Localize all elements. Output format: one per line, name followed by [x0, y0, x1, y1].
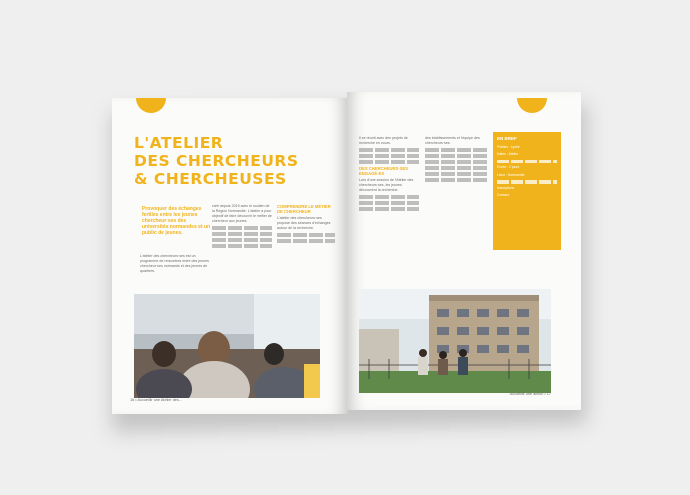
left-col3-heading: COMPRENDRE LE MÉTIER DE CHERCHEUR [277, 204, 331, 214]
right-col1-heading: DES CHERCHEURS·SES ENGAGÉ·ES [359, 166, 409, 176]
info-box-heading: EN BREF [497, 136, 517, 141]
title-line-2: DES CHERCHEURS [134, 152, 299, 170]
left-col3-text: L'atelier des chercheurs·ses propose des séances d'échanges autour de la recherche. [277, 216, 331, 230]
text-fill [359, 195, 419, 199]
right-column-2 [425, 136, 487, 184]
text-fill [277, 239, 335, 243]
yellow-tab-decoration [136, 98, 166, 113]
text-fill [425, 178, 487, 182]
left-col2-text: créé depuis 2019 avec le soutien de la Région Normandie. L'atelier a pour objectif de faire découvrir le métier de chercheur aux jeunes. [212, 204, 272, 223]
title-line-3: & CHERCHEUSES [134, 170, 287, 188]
text-fill [359, 154, 419, 158]
text-fill [497, 180, 557, 184]
info-item: Lieux : Normandie [497, 172, 525, 177]
info-item: Dates : Atelier [497, 152, 519, 157]
left-folio: 16 • Accueillir une Atelier des... [130, 398, 182, 402]
text-fill [425, 148, 487, 152]
right-column-1 [359, 136, 419, 213]
left-column-1 [140, 254, 210, 276]
yellow-tab-decoration [517, 98, 547, 113]
text-fill [425, 172, 487, 176]
text-fill [277, 233, 335, 237]
left-page [112, 98, 348, 414]
text-fill [497, 160, 557, 164]
intro-text: Provoquer des échanges fertiles entre les jeunes chercheur·ses des universités normandes et un public de jeunes. [142, 206, 211, 236]
right-col1-text-b: Lors d'une session de l'Atelier des chercheurs·ses, les jeunes découvrent la recherche. [359, 178, 414, 192]
info-box [493, 132, 561, 250]
text-fill [212, 226, 272, 230]
left-col1-text: L'atelier des chercheurs·ses est un programme de rencontres entre des jeunes chercheur·ses normands et des jeunes de quartiers. [140, 254, 209, 273]
college-building-photo [359, 289, 551, 393]
text-fill [359, 201, 419, 205]
text-fill [212, 244, 272, 248]
left-column-2 [212, 204, 272, 250]
left-column-3 [277, 204, 335, 245]
text-fill [212, 238, 272, 242]
article-title [134, 134, 344, 188]
right-col1-text: Il se réunit avec des projets de recherche en cours. [359, 136, 408, 145]
right-col2-text: des établissements et l'équipe des chercheurs·ses. [425, 136, 480, 145]
text-fill [212, 232, 272, 236]
text-fill [425, 154, 487, 158]
info-item: Publics : Lycée [497, 145, 520, 149]
classroom-photo [134, 294, 320, 398]
right-page [347, 92, 581, 410]
right-folio: Accueillir une action • 17 [509, 392, 551, 396]
info-item: Contact [497, 193, 509, 198]
text-fill [359, 148, 419, 152]
info-item: Durée : 2 jours [497, 165, 520, 170]
info-item: Inscriptions [497, 185, 515, 190]
text-fill [425, 166, 487, 170]
text-fill [425, 160, 487, 164]
text-fill [359, 207, 419, 211]
title-line-1: L'ATELIER [134, 134, 224, 152]
text-fill [359, 160, 419, 164]
